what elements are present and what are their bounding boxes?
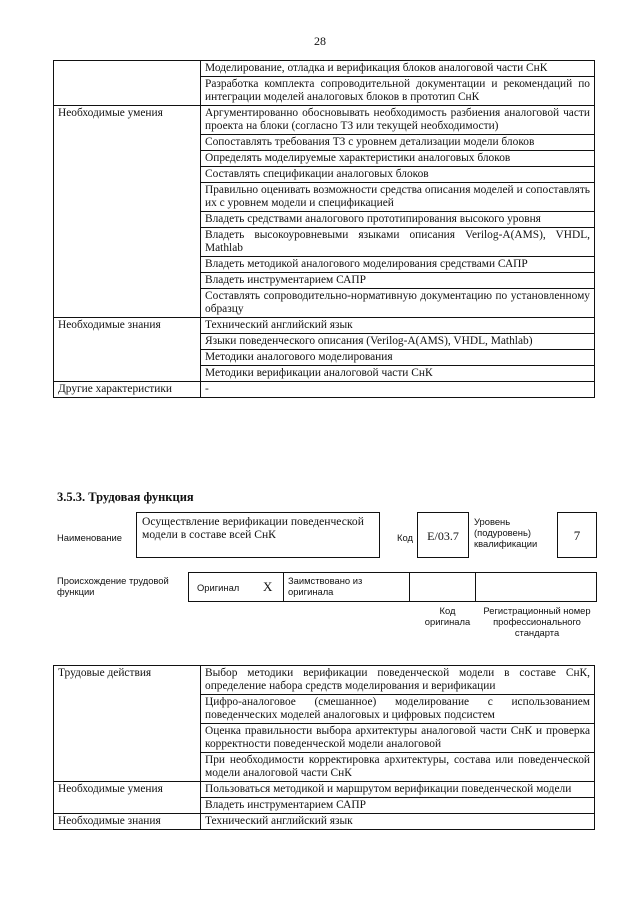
table-row bbox=[54, 666, 595, 695]
table-cell: Цифро-аналоговое (смешанное) моделирование с использованием поведенческих моделей аналоговых и цифровых подсистем bbox=[201, 695, 595, 724]
code-value: E/03.7 bbox=[427, 529, 459, 543]
row-header: Необходимые умения bbox=[54, 782, 201, 814]
code-box bbox=[417, 512, 469, 558]
table-cell: Языки поведенческого описания (Verilog-A(AMS), VHDL, Mathlab) bbox=[201, 334, 595, 350]
page-number: 28 bbox=[314, 34, 326, 48]
table-cell: Владеть методикой аналогового моделирования средствами САПР bbox=[201, 257, 595, 273]
table-cell: Оценка правильности выбора архитектуры аналоговой части СнК и проверка корректности поведенческой модели аналоговой bbox=[201, 724, 595, 753]
table-row bbox=[54, 106, 595, 135]
table-cell: Владеть инструментарием САПР bbox=[201, 273, 595, 289]
table-cell: Технический английский язык bbox=[201, 814, 595, 830]
row-header: Другие характеристики bbox=[54, 382, 201, 398]
table-cell: Методики аналогового моделирования bbox=[201, 350, 595, 366]
table-cell: Выбор методики верификации поведенческой модели в составе СнК, определение набора средств моделирования и верификации bbox=[201, 666, 595, 695]
divider bbox=[283, 573, 284, 601]
table-cell: Технический английский язык bbox=[201, 318, 595, 334]
table-row bbox=[54, 814, 595, 830]
table-cell: Сопоставлять требования ТЗ с уровнем детализации модели блоков bbox=[201, 135, 595, 151]
row-header bbox=[54, 61, 201, 106]
row-header: Необходимые умения bbox=[54, 106, 201, 318]
competency-table-bottom bbox=[53, 665, 595, 830]
table-cell: Определять моделируемые характеристики аналоговых блоков bbox=[201, 151, 595, 167]
table-cell: Пользоваться методикой и маршрутом верификации поведенческой модели bbox=[201, 782, 595, 798]
table-row bbox=[54, 61, 595, 77]
function-name-box bbox=[136, 512, 380, 558]
table-cell: Владеть высокоуровневыми языками описания Verilog-A(AMS), VHDL, Mathlab bbox=[201, 228, 595, 257]
table-cell: Составлять спецификации аналоговых блоков bbox=[201, 167, 595, 183]
table-cell: Владеть средствами аналогового прототипирования высокого уровня bbox=[201, 212, 595, 228]
section-title: 3.5.3. Трудовая функция bbox=[57, 490, 194, 504]
divider bbox=[475, 573, 476, 601]
original-label: Оригинал bbox=[197, 582, 240, 593]
row-header: Необходимые знания bbox=[54, 318, 201, 382]
table-cell: Аргументированно обосновывать необходимость разбиения аналоговой части проекта на блоки (согласно ТЗ или текущей необходимости) bbox=[201, 106, 595, 135]
table-cell: Владеть инструментарием САПР bbox=[201, 798, 595, 814]
table-cell: Моделирование, отладка и верификация блоков аналоговой части СнК bbox=[201, 61, 595, 77]
competency-table-top bbox=[53, 60, 595, 398]
table-row bbox=[54, 782, 595, 798]
origin-row bbox=[188, 572, 597, 602]
origin-label: Происхождение трудовой функции bbox=[57, 575, 169, 597]
table-row bbox=[54, 382, 595, 398]
code-label: Код bbox=[397, 532, 413, 543]
table-cell: - bbox=[201, 382, 595, 398]
level-box bbox=[557, 512, 597, 558]
row-header: Необходимые знания bbox=[54, 814, 201, 830]
original-mark: X bbox=[263, 579, 273, 594]
table-cell: Составлять сопроводительно-нормативную документацию по установленному образцу bbox=[201, 289, 595, 318]
divider bbox=[409, 573, 410, 601]
name-label: Наименование bbox=[57, 532, 122, 543]
table-cell: Правильно оценивать возможности средства описания моделей и сопоставлять их с уровнем модели и спецификацией bbox=[201, 183, 595, 212]
table-cell: Методики верификации аналоговой части СнК bbox=[201, 366, 595, 382]
level-value: 7 bbox=[573, 528, 581, 543]
table-cell: При необходимости корректировка архитектуры, состава или поведенческой модели аналоговой части СнК bbox=[201, 753, 595, 782]
function-name-value: Осуществление верификации поведенческой модели в составе всей СнК bbox=[142, 515, 364, 541]
borrowed-label: Заимствовано из оригинала bbox=[288, 575, 363, 597]
table-row bbox=[54, 318, 595, 334]
row-header: Трудовые действия bbox=[54, 666, 201, 782]
table-cell: Разработка комплекта сопроводительной документации и рекомендаций по интеграции моделей аналоговых блоков в прототип СнК bbox=[201, 77, 595, 106]
reg-caption: Регистрационный номер профессионального стандарта bbox=[483, 605, 591, 638]
code-caption: Код оригинала bbox=[424, 605, 471, 627]
level-label: Уровень (подуровень) квалификации bbox=[474, 516, 538, 549]
